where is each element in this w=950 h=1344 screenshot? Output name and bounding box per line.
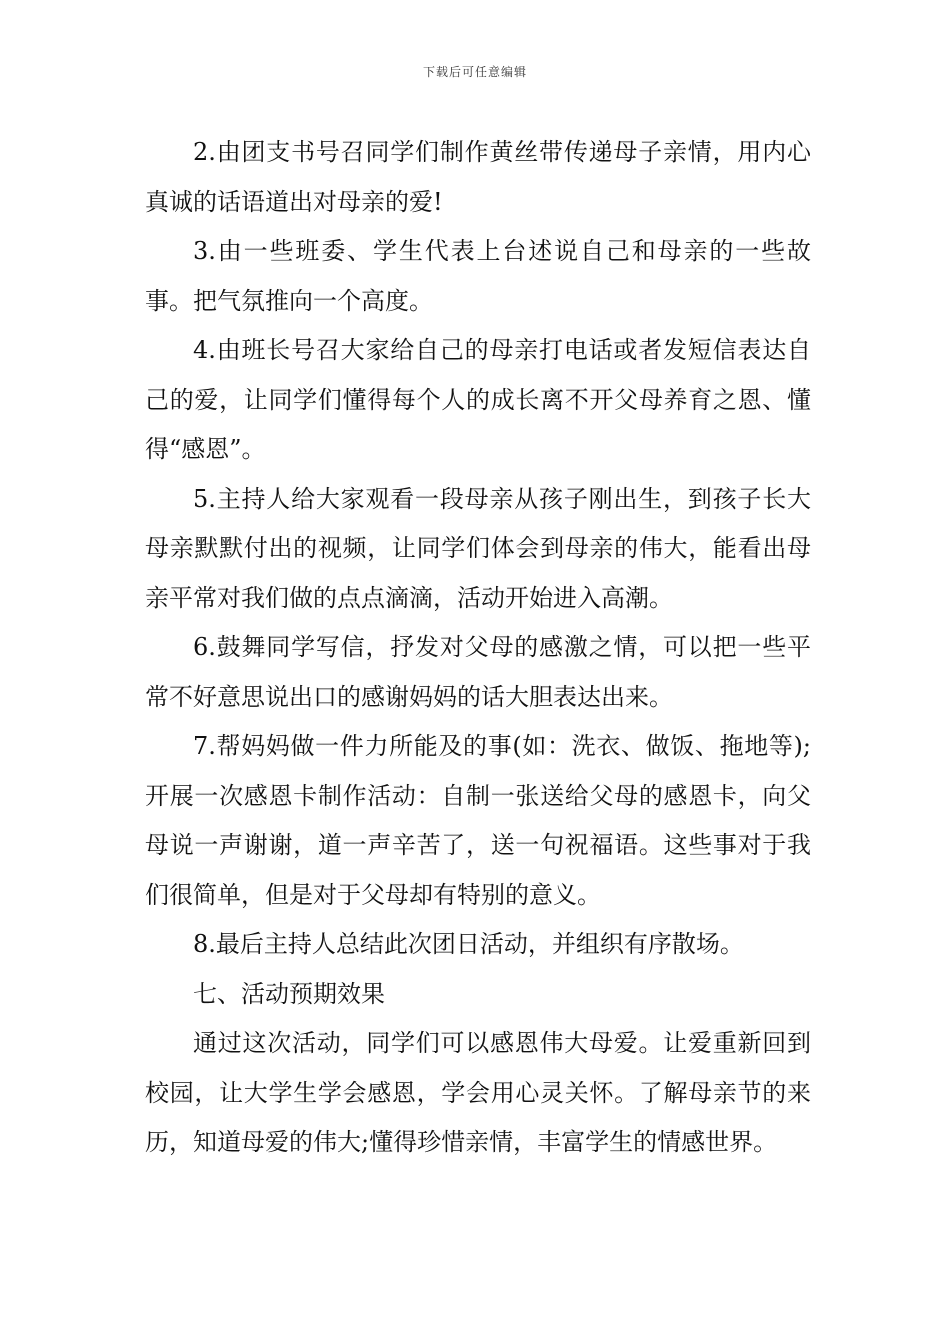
paragraph-step-3: 3.由一些班委、学生代表上台述说自己和母亲的一些故事。把气氛推向一个高度。	[145, 237, 811, 315]
document-body	[145, 128, 811, 1168]
paragraph-step-5: 5.主持人给大家观看一段母亲从孩子刚出生，到孩子长大母亲默默付出的视频，让同学们体会到母亲的伟大，能看出母亲平常对我们做的点点滴滴，活动开始进入高潮。	[145, 484, 811, 612]
paragraph-step-2: 2.由团支书号召同学们制作黄丝带传递母子亲情，用内心真诚的话语道出对母亲的爱!	[145, 138, 811, 216]
section-heading: 七、活动预期效果	[193, 979, 385, 1008]
paragraph-step-4: 4.由班长号召大家给自己的母亲打电话或者发短信表达自己的爱，让同学们懂得每个人的成长离不开父母养育之恩、懂得“感恩”。	[145, 336, 811, 463]
paragraph-expected-effect: 通过这次活动，同学们可以感恩伟大母爱。让爱重新回到校园，让大学生学会感恩，学会用心灵关怀。了解母亲节的来历，知道母爱的伟大;懂得珍惜亲情，丰富学生的情感世界。	[145, 1029, 811, 1156]
paragraph-step-6: 6.鼓舞同学写信，抒发对父母的感激之情，可以把一些平常不好意思说出口的感谢妈妈的话大胆表达出来。	[145, 633, 811, 711]
paragraph-step-7: 7.帮妈妈做一件力所能及的事(如：洗衣、做饭、拖地等);开展一次感恩卡制作活动：自制一张送给父母的感恩卡，向父母说一声谢谢，道一声辛苦了，送一句祝福语。这些事对于我们很简单，但是对于父母却有特别的意义。	[145, 732, 811, 909]
page-header: 下载后可任意编辑	[422, 65, 527, 79]
paragraph-step-8: 8.最后主持人总结此次团日活动，并组织有序散场。	[193, 930, 744, 958]
